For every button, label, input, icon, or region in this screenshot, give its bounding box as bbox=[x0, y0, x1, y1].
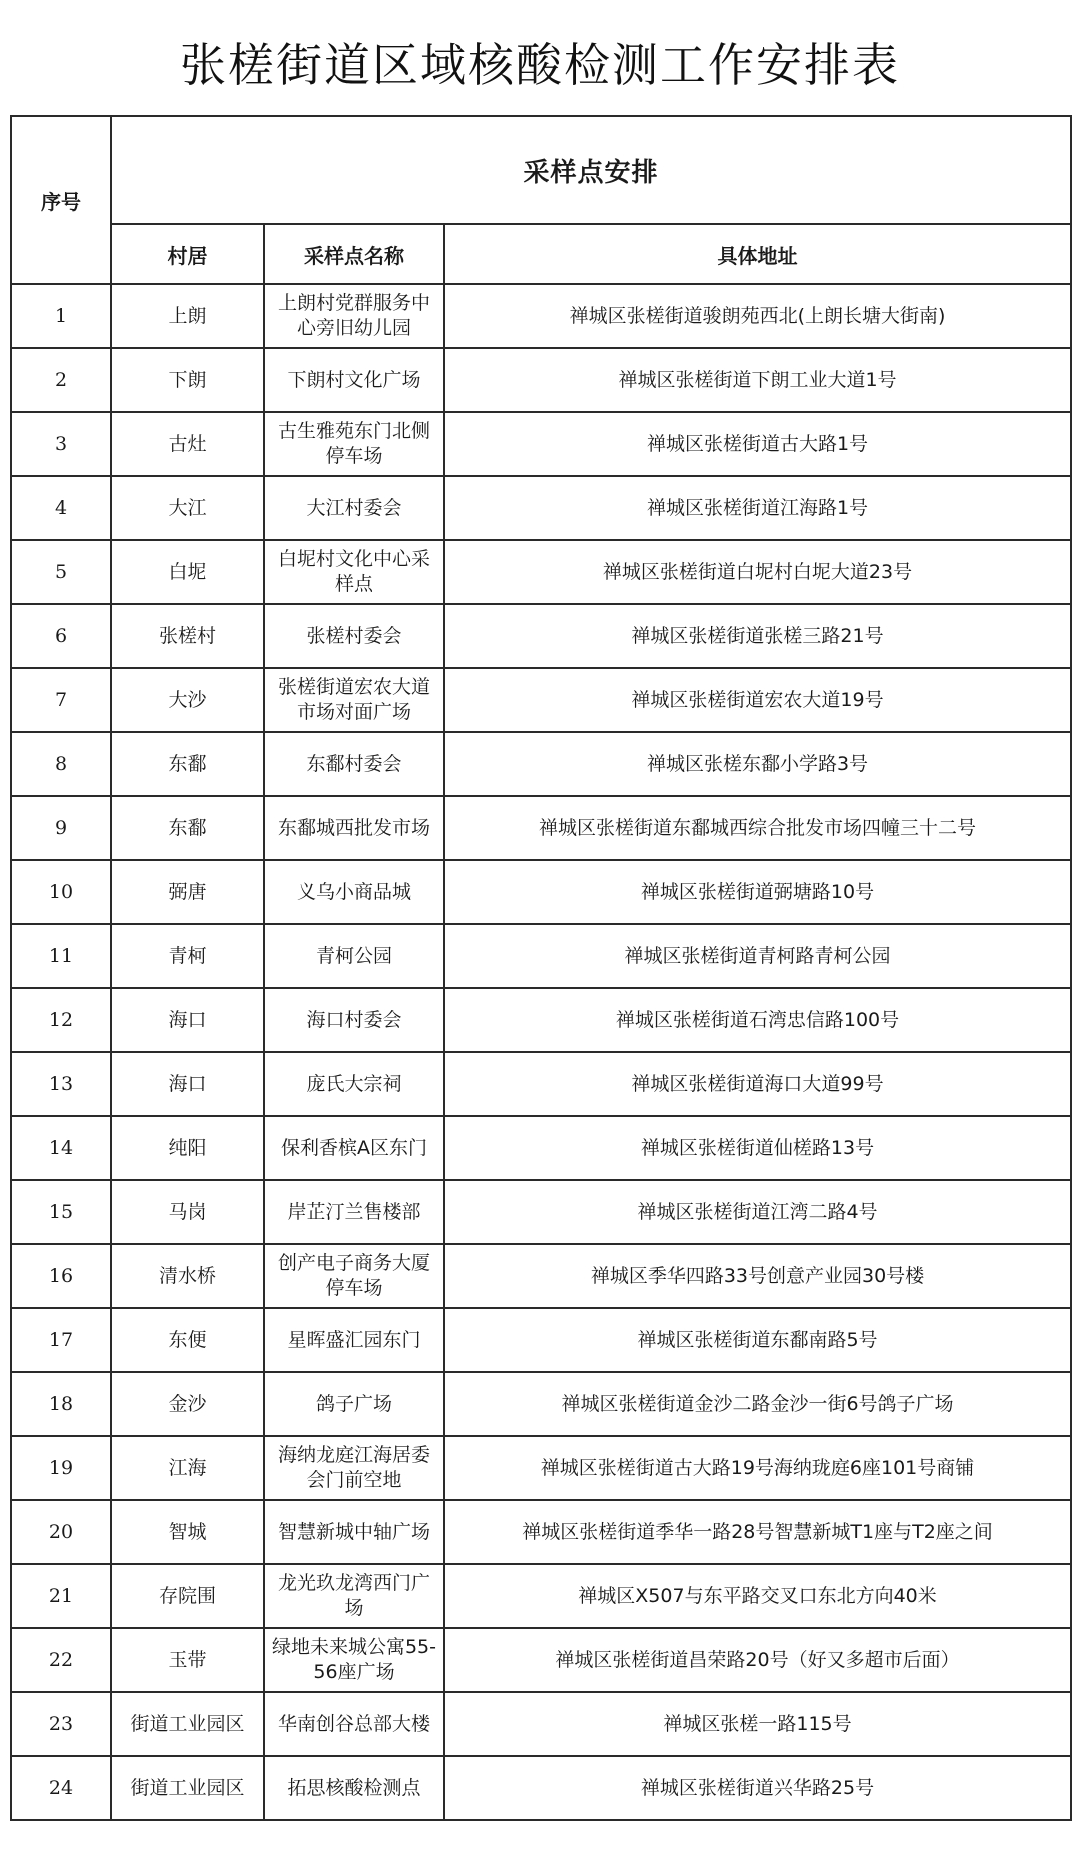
site-name-cell: 上朗村党群服务中心旁旧幼儿园 bbox=[264, 284, 444, 348]
header-address: 具体地址 bbox=[444, 224, 1071, 284]
village-cell: 东便 bbox=[111, 1308, 264, 1372]
site-name-cell: 智慧新城中轴广场 bbox=[264, 1500, 444, 1564]
table-row bbox=[11, 1052, 1071, 1116]
address-cell: 禅城区张槎街道张槎三路21号 bbox=[444, 604, 1071, 668]
address-cell: 禅城区张槎一路115号 bbox=[444, 1692, 1071, 1756]
village-cell: 东鄱 bbox=[111, 732, 264, 796]
header-serial-number: 序号 bbox=[11, 116, 111, 284]
table-row bbox=[11, 476, 1071, 540]
site-name-cell: 青柯公园 bbox=[264, 924, 444, 988]
site-name-cell: 鸽子广场 bbox=[264, 1372, 444, 1436]
serial-number-cell: 6 bbox=[11, 604, 111, 668]
table-row bbox=[11, 540, 1071, 604]
site-name-cell: 创产电子商务大厦停车场 bbox=[264, 1244, 444, 1308]
serial-number-cell: 13 bbox=[11, 1052, 111, 1116]
address-cell: 禅城区张槎街道金沙二路金沙一街6号鸽子广场 bbox=[444, 1372, 1071, 1436]
serial-number-cell: 16 bbox=[11, 1244, 111, 1308]
village-cell: 纯阳 bbox=[111, 1116, 264, 1180]
header-sampling-arrangement: 采样点安排 bbox=[111, 116, 1071, 224]
address-cell: 禅城区X507与东平路交叉口东北方向40米 bbox=[444, 1564, 1071, 1628]
address-cell: 禅城区张槎街道石湾忠信路100号 bbox=[444, 988, 1071, 1052]
village-cell: 金沙 bbox=[111, 1372, 264, 1436]
site-name-cell: 张槎村委会 bbox=[264, 604, 444, 668]
serial-number-cell: 8 bbox=[11, 732, 111, 796]
village-cell: 街道工业园区 bbox=[111, 1756, 264, 1820]
site-name-cell: 保利香槟A区东门 bbox=[264, 1116, 444, 1180]
address-cell: 禅城区张槎街道青柯路青柯公园 bbox=[444, 924, 1071, 988]
village-cell: 青柯 bbox=[111, 924, 264, 988]
serial-number-cell: 4 bbox=[11, 476, 111, 540]
table-row bbox=[11, 412, 1071, 476]
site-name-cell: 下朗村文化广场 bbox=[264, 348, 444, 412]
serial-number-cell: 18 bbox=[11, 1372, 111, 1436]
site-name-cell: 华南创谷总部大楼 bbox=[264, 1692, 444, 1756]
village-cell: 弼唐 bbox=[111, 860, 264, 924]
schedule-table bbox=[10, 115, 1072, 1821]
serial-number-cell: 14 bbox=[11, 1116, 111, 1180]
address-cell: 禅城区张槎街道东鄱城西综合批发市场四幢三十二号 bbox=[444, 796, 1071, 860]
site-name-cell: 义乌小商品城 bbox=[264, 860, 444, 924]
address-cell: 禅城区张槎街道海口大道99号 bbox=[444, 1052, 1071, 1116]
address-cell: 禅城区张槎街道古大路1号 bbox=[444, 412, 1071, 476]
village-cell: 存院围 bbox=[111, 1564, 264, 1628]
table-row bbox=[11, 924, 1071, 988]
address-cell: 禅城区张槎街道江湾二路4号 bbox=[444, 1180, 1071, 1244]
site-name-cell: 龙光玖龙湾西门广场 bbox=[264, 1564, 444, 1628]
serial-number-cell: 2 bbox=[11, 348, 111, 412]
table-row bbox=[11, 796, 1071, 860]
table-row bbox=[11, 668, 1071, 732]
address-cell: 禅城区张槎街道古大路19号海纳珑庭6座101号商铺 bbox=[444, 1436, 1071, 1500]
site-name-cell: 星晖盛汇园东门 bbox=[264, 1308, 444, 1372]
table-row bbox=[11, 1500, 1071, 1564]
village-cell: 江海 bbox=[111, 1436, 264, 1500]
site-name-cell: 岸芷汀兰售楼部 bbox=[264, 1180, 444, 1244]
serial-number-cell: 9 bbox=[11, 796, 111, 860]
village-cell: 古灶 bbox=[111, 412, 264, 476]
site-name-cell: 海纳龙庭江海居委会门前空地 bbox=[264, 1436, 444, 1500]
table-row bbox=[11, 1436, 1071, 1500]
site-name-cell: 大江村委会 bbox=[264, 476, 444, 540]
address-cell: 禅城区张槎街道昌荣路20号（好又多超市后面） bbox=[444, 1628, 1071, 1692]
village-cell: 大江 bbox=[111, 476, 264, 540]
table-row bbox=[11, 1628, 1071, 1692]
address-cell: 禅城区张槎东鄱小学路3号 bbox=[444, 732, 1071, 796]
table-row bbox=[11, 1692, 1071, 1756]
table-row bbox=[11, 1372, 1071, 1436]
address-cell: 禅城区张槎街道弼塘路10号 bbox=[444, 860, 1071, 924]
site-name-cell: 古生雅苑东门北侧停车场 bbox=[264, 412, 444, 476]
village-cell: 东鄱 bbox=[111, 796, 264, 860]
serial-number-cell: 15 bbox=[11, 1180, 111, 1244]
serial-number-cell: 17 bbox=[11, 1308, 111, 1372]
village-cell: 清水桥 bbox=[111, 1244, 264, 1308]
site-name-cell: 张槎街道宏农大道市场对面广场 bbox=[264, 668, 444, 732]
table-row bbox=[11, 1180, 1071, 1244]
village-cell: 张槎村 bbox=[111, 604, 264, 668]
address-cell: 禅城区张槎街道骏朗苑西北(上朗长塘大街南) bbox=[444, 284, 1071, 348]
site-name-cell: 东鄱城西批发市场 bbox=[264, 796, 444, 860]
village-cell: 智城 bbox=[111, 1500, 264, 1564]
village-cell: 白坭 bbox=[111, 540, 264, 604]
serial-number-cell: 5 bbox=[11, 540, 111, 604]
site-name-cell: 拓思核酸检测点 bbox=[264, 1756, 444, 1820]
table-row bbox=[11, 604, 1071, 668]
village-cell: 海口 bbox=[111, 988, 264, 1052]
table-row bbox=[11, 1244, 1071, 1308]
header-site-name: 采样点名称 bbox=[264, 224, 444, 284]
village-cell: 上朗 bbox=[111, 284, 264, 348]
table-row bbox=[11, 732, 1071, 796]
page-title: 张槎街道区域核酸检测工作安排表 bbox=[180, 38, 900, 92]
address-cell: 禅城区张槎街道季华一路28号智慧新城T1座与T2座之间 bbox=[444, 1500, 1071, 1564]
village-cell: 大沙 bbox=[111, 668, 264, 732]
address-cell: 禅城区张槎街道白坭村白坭大道23号 bbox=[444, 540, 1071, 604]
address-cell: 禅城区张槎街道兴华路25号 bbox=[444, 1756, 1071, 1820]
serial-number-cell: 19 bbox=[11, 1436, 111, 1500]
table-body bbox=[11, 284, 1071, 1820]
village-cell: 街道工业园区 bbox=[111, 1692, 264, 1756]
village-cell: 海口 bbox=[111, 1052, 264, 1116]
site-name-cell: 绿地未来城公寓55-56座广场 bbox=[264, 1628, 444, 1692]
table-row bbox=[11, 1564, 1071, 1628]
address-cell: 禅城区张槎街道宏农大道19号 bbox=[444, 668, 1071, 732]
village-cell: 马岗 bbox=[111, 1180, 264, 1244]
address-cell: 禅城区张槎街道下朗工业大道1号 bbox=[444, 348, 1071, 412]
serial-number-cell: 23 bbox=[11, 1692, 111, 1756]
address-cell: 禅城区张槎街道东鄱南路5号 bbox=[444, 1308, 1071, 1372]
serial-number-cell: 24 bbox=[11, 1756, 111, 1820]
serial-number-cell: 22 bbox=[11, 1628, 111, 1692]
header-village: 村居 bbox=[111, 224, 264, 284]
address-cell: 禅城区张槎街道江海路1号 bbox=[444, 476, 1071, 540]
site-name-cell: 东鄱村委会 bbox=[264, 732, 444, 796]
serial-number-cell: 20 bbox=[11, 1500, 111, 1564]
serial-number-cell: 12 bbox=[11, 988, 111, 1052]
serial-number-cell: 1 bbox=[11, 284, 111, 348]
site-name-cell: 海口村委会 bbox=[264, 988, 444, 1052]
site-name-cell: 庞氏大宗祠 bbox=[264, 1052, 444, 1116]
table-row bbox=[11, 988, 1071, 1052]
table-row bbox=[11, 1116, 1071, 1180]
village-cell: 玉带 bbox=[111, 1628, 264, 1692]
serial-number-cell: 10 bbox=[11, 860, 111, 924]
serial-number-cell: 3 bbox=[11, 412, 111, 476]
site-name-cell: 白坭村文化中心采样点 bbox=[264, 540, 444, 604]
serial-number-cell: 11 bbox=[11, 924, 111, 988]
table-row bbox=[11, 860, 1071, 924]
table-row bbox=[11, 1756, 1071, 1820]
address-cell: 禅城区季华四路33号创意产业园30号楼 bbox=[444, 1244, 1071, 1308]
table-row bbox=[11, 284, 1071, 348]
serial-number-cell: 21 bbox=[11, 1564, 111, 1628]
serial-number-cell: 7 bbox=[11, 668, 111, 732]
table-row bbox=[11, 1308, 1071, 1372]
village-cell: 下朗 bbox=[111, 348, 264, 412]
table-row bbox=[11, 348, 1071, 412]
address-cell: 禅城区张槎街道仙槎路13号 bbox=[444, 1116, 1071, 1180]
